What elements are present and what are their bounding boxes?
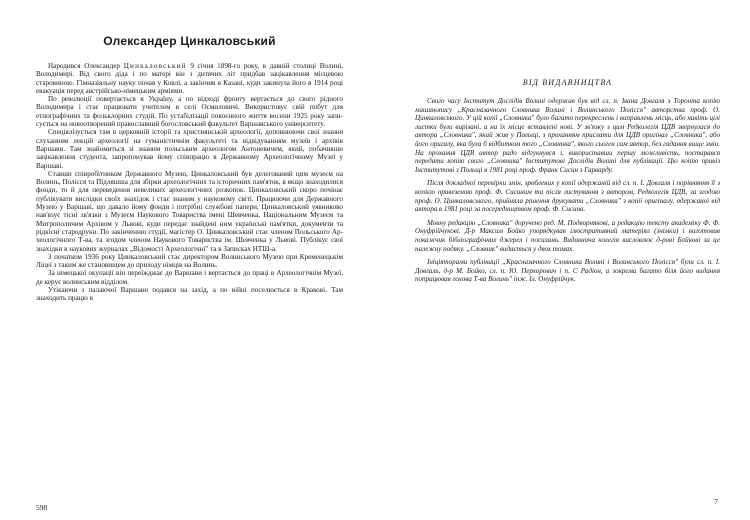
left-paragraph [36, 170, 343, 253]
text-run: Утікаючи з палаючої Варшави подався на захід, а по війні поселюється в Кракові. Там знаходить працю в [36, 286, 343, 303]
text-run: Ставши співробітником Державного Музею, Цинкаловський був делегований цим музеєм на Волинь, Полісся та Підляшша для збірки археологічних та історичних пам'яток, в якщо знаходилися фонди, то й для переведення невеликих археологічних розкопок. Цинкаловський скоро почінає публікувати вислідки своїх знахідок і стає знаним у науковому світі. Працюючи для Державного Музею у Варшаві, що давало йому фонди і потрібні службові папери, Цинкаловський уявниково нав'язує тісні зв'язки з Музеєм Наукового Товариства імені Шевченка, Національним Музеєм та Митрополичим Архівом у Львові, куди передає знайдені ним українські пам'ятки, документи та рідкісні стародруки. По закінченню студії, магістер О. Цинкаловський стає членом Польського Археологічного Т-ва, та згодом членом Наукового Товариства ім. Шевченка у Львові. Публікує свої знахідки в наукових журналах „Відомості Археологічні" та в Записках НТШ-а. [36, 169, 343, 253]
left-paragraph [36, 128, 343, 169]
right-paragraph: Після докладної перевірки змін, зроблених у копії одержаній від сл. п. І. Довгаля і порівняння її з копією привезеною проф. Ф. Сисиним та після листування з автором, Редколегія ЦДВ, за згодою проф. О. Цинкаловського, прийняла рішення друкувати „Словника" з копії оригіналу, одержаної від автора в 1981 році за посередництвом проф. Ф. Сисина. [415, 179, 720, 214]
publisher-note-heading: ВІД ВИДАВНИЦТВА [522, 78, 613, 87]
text-run: З початком 1936 року Цинкаловський стає директором Волинського Музею при Кременецькім Ліцеї з таким же становищем до приходу німців на Волинь. [36, 252, 343, 270]
left-page-number: 598 [36, 503, 48, 512]
text-run: 9 січня 1898-го року, в давній столиці Волині, Володимирі. Від свого діда і по матері він з дитячих літ придбав зацікавлення місцевою старовиною. Гімназіяльну науку почав у Ковлі, а закінчив в Казані, куди закинула його в 1914 році евакуація перед австрійсько-німецьким арміями. [36, 62, 344, 95]
right-paragraph: Свого часу Інститут Дослідів Волині одержав був від сл. п. Івана Довгаля з Торонта копію машинопису „Красназачного Словника Волині і Волинського Полісся" авторства проф. О. Цинкаловського. У цій копії „Словника" було багато перекреслень і виправлень місць, або навіть цілі листки були вирізані, а на їх місце вставлені нові. У зв'язку з цим Редколегія ЦДВ звернулася до автора „Словника", який жив у Польщі, з проханням прислати для ЦДВ оригінал „Словника", або його оригалу, яка була б відбитком того „Словника", якого сьоген сам автор, без гадання вище змін. На прохання ЦДВ автор радо відгукнувся і, використавши першу можливість, постарався передати копію свого „Словника" Інститутові Дослідів Волині для публікації. Цю копію привіз Інститутові з Польщі в 1981 році проф. Франк Сисин з Гарварду. [415, 97, 720, 174]
right-page [375, 0, 750, 520]
left-paragraph [36, 62, 343, 95]
article-title: Олександер Цинкаловський [103, 34, 276, 48]
spaced-name: Цинкаловський [123, 62, 187, 70]
text-run: По революції повертається в Україну, а по відході фронту вертається до свого рідного Володимира і стає працювати учителем в селі Осмиловичі. Використовує свій побут для етнографічних та фольклорних студій. По устабілізації повоєнного життя восени 1925 року записується на новоотворений православний богословський факультет Варшавського університету. [36, 95, 343, 129]
left-paragraph [36, 269, 343, 286]
right-paragraph: Мовну редакцію „Словника" доручено ред. М. Подворнякові, а редакцію тексту академіку Ф. Ф. Онуфрійчукові. Д-р Максим Бойко упорядкував ілюстративний матеріял (знімки) і виготовив покажчик бібліографічних джерел і посилань. Видавнича колегія висловлює д-рові Бойкові за це належну подяку. „Словник" видається у двох томах. [415, 218, 720, 253]
right-page-number: 7 [714, 497, 718, 506]
left-paragraph [36, 286, 343, 303]
text-run: Спеціялізується там в церковній історії та християнській археології, доповнюючи свої знання слуханням лекцій археології на гуманістичнім факультеті та відвідуванням музеїв і архівів Варшави. Там знайомиться зі знаним польським археологом Антоневичем, який, побачивши зацікавлення студента, запропонував йому співпрацю в Державному Археологічному Музеї у Варшаві. [36, 128, 343, 170]
left-paragraph [36, 253, 343, 270]
left-page-body [36, 62, 343, 303]
text-run: Народився Олександер [48, 62, 124, 70]
text-run: За німецької окупації він переїжджає до Варшави і вертається до праці в Археологічнім Музеї, де керує волинським відділом. [36, 269, 343, 286]
right-paragraph: Ініціяторами публікації „Красназачного Словника Волині і Волинського Полісся" були сл. п. І. Довгаль, д-р М. Бойко, сл. п. Ю. Перхорович і п. С Радіон, а зокрема багато біля його видання попрацював голова Т-ва Волинь" інж. Іл. Онуфрійчук. [415, 258, 720, 284]
left-paragraph [36, 95, 343, 128]
right-page-body [415, 97, 720, 284]
